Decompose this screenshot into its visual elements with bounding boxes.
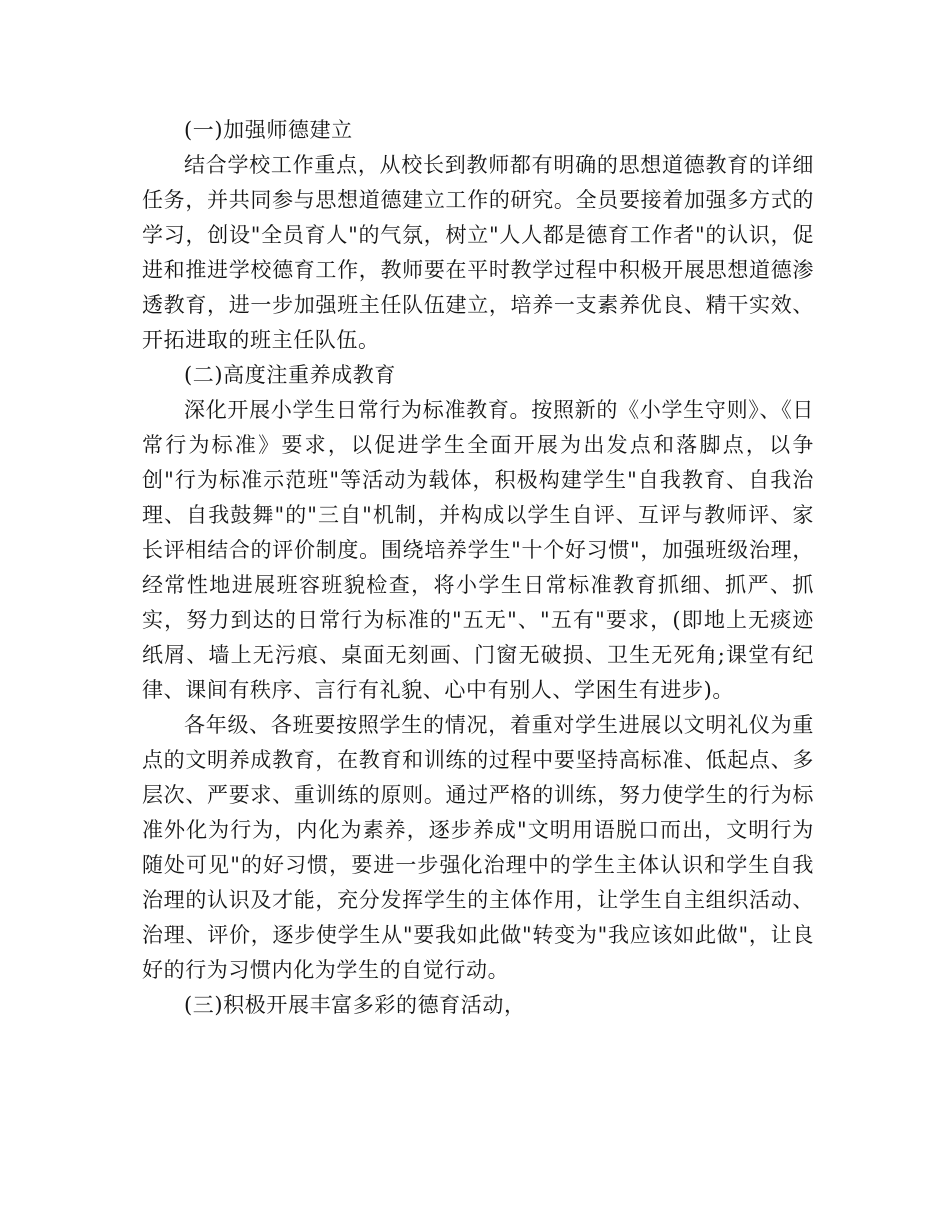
- section-heading-3: (三)积极开展丰富多彩的德育活动，: [184, 993, 526, 1017]
- section-heading-2: (二)高度注重养成教育: [184, 363, 396, 387]
- section-heading-1: (一)加强师德建立: [184, 118, 353, 142]
- document-body: [142, 113, 814, 1023]
- section-2-paragraph-1: 深化开展小学生日常行为标准教育。按照新的《小学生守则》、《日常行为标准》要求，以促进学生全面开展为出发点和落脚点，以争创"行为标准示范班"等活动为载体，积极构建学生"自我教育、自我治理、自我鼓舞"的"三自"机制，并构成以学生自评、互评与教师评、家长评相结合的评价制度。围绕培养学生"十个好习惯"，加强班级治理，经常性地进展班容班貌检查，将小学生日常标准教育抓细、抓严、抓实，努力到达的日常行为标准的"五无"、"五有"要求，(即地上无痰迹纸屑、墙上无污痕、桌面无刻画、门窗无破损、卫生无死角;课堂有纪律、课间有秩序、言行有礼貌、心中有别人、学困生有进步)。: [142, 398, 814, 702]
- section-2-paragraph-2: 各年级、各班要按照学生的情况，着重对学生进展以文明礼仪为重点的文明养成教育，在教育和训练的过程中要坚持高标准、低起点、多层次、严要求、重训练的原则。通过严格的训练，努力使学生的行为标准外化为行为，内化为素养，逐步养成"文明用语脱口而出，文明行为随处可见"的好习惯，要进一步强化治理中的学生主体认识和学生自我治理的认识及才能，充分发挥学生的主体作用，让学生自主组织活动、治理、评价，逐步使学生从"要我如此做"转变为"我应该如此做"，让良好的行为习惯内化为学生的自觉行动。: [142, 713, 814, 982]
- section-1-paragraph-1: 结合学校工作重点，从校长到教师都有明确的思想道德教育的详细任务，并共同参与思想道德建立工作的研究。全员要接着加强多方式的学习，创设"全员育人"的气氛，树立"人人都是德育工作者"的认识，促进和推进学校德育工作，教师要在平时教学过程中积极开展思想道德渗透教育，进一步加强班主任队伍建立，培养一支素养优良、精干实效、开拓进取的班主任队伍。: [142, 153, 814, 352]
